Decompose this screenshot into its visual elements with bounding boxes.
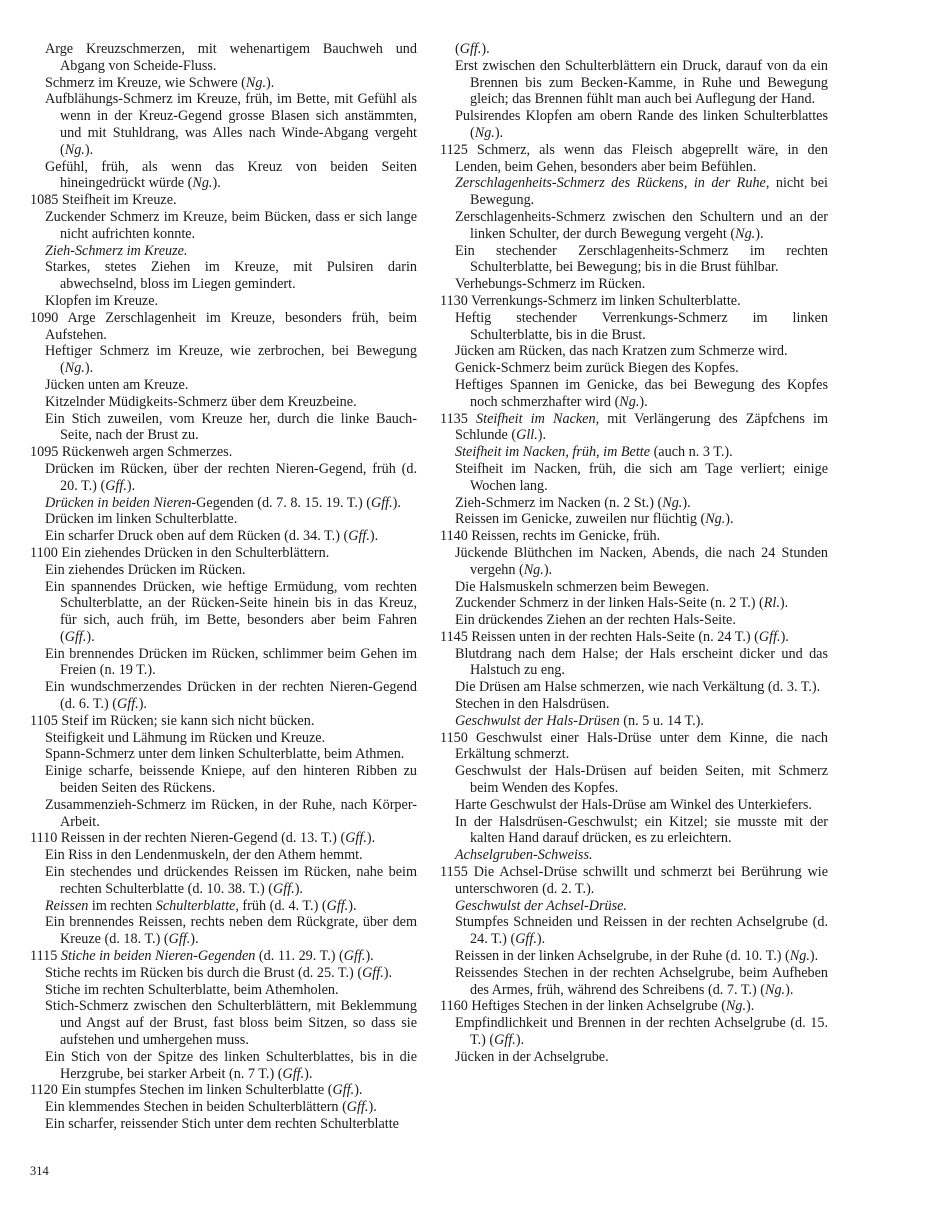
entry-text: Zuckender Schmerz in der linken Hals-Seite (n. 2 T.) ( bbox=[455, 595, 764, 612]
symptom-entry bbox=[440, 965, 828, 999]
entry-text: ). bbox=[537, 427, 547, 444]
entry-text: ). bbox=[304, 1065, 313, 1082]
entry-text: ). bbox=[392, 494, 401, 511]
symptom-entry bbox=[440, 730, 828, 764]
symptom-entry bbox=[30, 965, 417, 982]
entry-text: Zusammenzieh-Schmerz im Rücken, in der Ruhe, nach Körper-Arbeit. bbox=[45, 796, 417, 830]
symptom-entry bbox=[440, 545, 828, 579]
italic-text: Ng. bbox=[705, 511, 726, 528]
left-column bbox=[30, 41, 417, 1133]
symptom-entry bbox=[30, 528, 417, 545]
symptom-entry bbox=[30, 914, 417, 948]
entry-text: Reissen im Genicke, zuweilen nur flüchtig ( bbox=[455, 511, 706, 528]
entry-number: 1100 bbox=[30, 544, 58, 561]
entry-text: Pulsirendes Klopfen am obern Rande des linken Schulterblattes ( bbox=[455, 108, 828, 141]
entry-text: ). bbox=[481, 41, 490, 57]
entry-text: Die Drüsen am Halse schmerzen, wie nach Verkältung (d. 3. T.). bbox=[455, 679, 821, 696]
entry-text: ). bbox=[536, 931, 546, 948]
italic-text: Gff. bbox=[332, 1082, 355, 1099]
entry-text: ). bbox=[779, 595, 789, 612]
italic-text: Drücken in beiden Nieren- bbox=[45, 494, 197, 511]
entry-text: Schmerz im Kreuze, wie Schwere ( bbox=[45, 74, 246, 91]
symptom-entry bbox=[440, 293, 828, 310]
italic-text: Ng. bbox=[474, 124, 495, 141]
symptom-entry bbox=[30, 75, 417, 92]
symptom-entry bbox=[440, 461, 828, 495]
entry-text: In der Halsdrüsen-Geschwulst; ein Kitzel; sie musste mit der kalten Hand darauf drücken, es zu erleichtern. bbox=[455, 813, 828, 847]
entry-text: Ein scharfer, reissender Stich unter dem rechten Schulterblatte bbox=[45, 1116, 399, 1132]
symptom-entry bbox=[440, 948, 828, 965]
italic-text: Reissen bbox=[45, 897, 89, 914]
symptom-entry bbox=[30, 797, 417, 831]
symptom-entry bbox=[440, 343, 828, 360]
entry-text: Heftiges Stechen in der linken Achselgrube ( bbox=[471, 998, 726, 1015]
italic-text: Gff. bbox=[168, 931, 191, 948]
entry-text: ). bbox=[86, 628, 95, 645]
symptom-entry bbox=[440, 612, 828, 629]
symptom-entry bbox=[30, 377, 417, 394]
symptom-entry bbox=[440, 377, 828, 411]
italic-text: Gff. bbox=[758, 628, 781, 645]
italic-text: Ng. bbox=[725, 998, 747, 1015]
entry-text: ). bbox=[725, 511, 734, 528]
entry-text: ). bbox=[212, 175, 221, 192]
italic-text: Ng. bbox=[662, 494, 683, 511]
entry-number: 1095 bbox=[30, 444, 59, 461]
symptom-entry bbox=[30, 545, 417, 562]
symptom-entry bbox=[30, 511, 417, 528]
italic-text: Gff. bbox=[343, 948, 366, 965]
symptom-entry bbox=[440, 276, 828, 293]
entry-text: Drücken im linken Schulterblatte. bbox=[45, 511, 238, 528]
entry-number: 1150 bbox=[440, 729, 468, 746]
symptom-entry bbox=[440, 528, 828, 545]
symptom-entry bbox=[440, 696, 828, 713]
italic-text: Gff. bbox=[326, 897, 349, 914]
entry-text: Ein stechendes und drückendes Reissen im Rücken, nahe beim rechten Schulterblatte (d. 10. 38. T.) ( bbox=[45, 864, 417, 897]
italic-text: Steifheit im Nacken bbox=[476, 410, 596, 427]
entry-number: 1135 bbox=[440, 410, 468, 427]
entry-text: Die Achsel-Drüse schwillt und schmerzt bei Berührung wie unterschworen (d. 2. T.). bbox=[455, 864, 829, 897]
entry-number: 1155 bbox=[440, 864, 468, 881]
entry-number: 1140 bbox=[440, 528, 468, 545]
entry-text: Zerschlagenheits-Schmerz zwischen den Schultern und an der linken Schulter, der durch Bewegung vergeht ( bbox=[455, 208, 828, 242]
italic-text: Gff. bbox=[494, 1032, 516, 1049]
symptom-entry bbox=[30, 411, 417, 445]
entry-text: Ein wundschmerzendes Drücken in der rechten Nieren-Gegend (d. 6. T.) ( bbox=[45, 679, 417, 713]
entry-text: Geschwulst einer Hals-Drüse unter dem Kinne, die nach Erkältung schmerzt. bbox=[455, 729, 829, 763]
italic-text: Ng. bbox=[64, 141, 85, 158]
entry-text: Harte Geschwulst der Hals-Drüse am Winkel des Unterkiefers. bbox=[455, 796, 812, 813]
italic-text: Gff. bbox=[459, 41, 482, 57]
italic-text: Zieh-Schmerz im Kreuze. bbox=[45, 242, 188, 259]
italic-text: Ng. bbox=[789, 948, 810, 965]
symptom-entry bbox=[440, 411, 828, 445]
symptom-entry bbox=[440, 713, 828, 730]
entry-text: Stiche rechts im Rücken bis durch die Brust (d. 25. T.) ( bbox=[45, 964, 363, 981]
entry-text: ). bbox=[515, 1032, 525, 1049]
symptom-entry bbox=[440, 175, 828, 209]
entry-text: Blutdrang nach dem Halse; der Hals erscheint dicker und das Halstuch zu eng. bbox=[455, 645, 828, 679]
italic-text: Gff. bbox=[370, 494, 393, 511]
symptom-entry bbox=[440, 142, 828, 176]
entry-text: Heftiger Schmerz im Kreuze, wie zerbrochen, bei Bewegung ( bbox=[45, 343, 417, 377]
entry-text: Drücken im Rücken, über der rechten Nieren-Gegend, früh (d. 20. T.) ( bbox=[45, 460, 417, 494]
entry-text: Heftig stechender Verrenkungs-Schmerz im linken Schulterblatte, bis in die Brust. bbox=[455, 309, 828, 343]
entry-text: Aufblähungs-Schmerz im Kreuze, früh, im Bette, mit Gefühl als wenn in der Kreuz-Gegend grosse Blasen sich anstämmten, und mit Stuhldrang, was Alles nach Winde-Abgang vergeht ( bbox=[45, 91, 417, 158]
symptom-entry bbox=[440, 864, 828, 898]
entry-text: Steifheit im Nacken, früh, die sich am Tage verliert; einige Wochen lang. bbox=[455, 460, 828, 494]
entry-text: ). bbox=[365, 948, 374, 965]
entry-text: Genick-Schmerz beim zurück Biegen des Kopfes. bbox=[455, 360, 739, 377]
entry-text: ). bbox=[682, 494, 691, 511]
entry-text: ). bbox=[366, 830, 376, 847]
entry-text: Reissen in der linken Achselgrube, in der Ruhe (d. 10. T.) ( bbox=[455, 948, 790, 965]
symptom-entry bbox=[30, 209, 417, 243]
entry-number: 1085 bbox=[30, 192, 59, 209]
entry-text: Ein stumpfes Stechen im linken Schulterblatte ( bbox=[61, 1082, 333, 1099]
symptom-entry bbox=[440, 595, 828, 612]
entry-text: ). bbox=[639, 393, 648, 410]
entry-text: Stumpfes Schneiden und Reissen in der rechten Achselgrube (d. 24. T.) ( bbox=[455, 914, 828, 948]
entry-text: Schmerz, als wenn das Fleisch abgeprellt wäre, in den Lenden, beim Gehen, besonders aber beim Befühlen. bbox=[455, 141, 829, 175]
entry-text: ). bbox=[266, 74, 275, 91]
symptom-entry bbox=[30, 847, 417, 864]
symptom-entry bbox=[30, 579, 417, 646]
symptom-entry bbox=[440, 58, 828, 108]
symptom-entry bbox=[30, 646, 417, 680]
entry-text: Die Halsmuskeln schmerzen beim Bewegen. bbox=[455, 578, 710, 595]
entry-text: Verrenkungs-Schmerz im linken Schulterblatte. bbox=[471, 292, 741, 309]
entry-text: Ein Riss in den Lendenmuskeln, der den Athem hemmt. bbox=[45, 847, 363, 864]
entry-text: ). bbox=[383, 964, 393, 981]
italic-text: Schulterblatte bbox=[155, 897, 236, 914]
entry-text: Jückende Blüthchen im Nacken, Abends, die nach 24 Stunden vergehn ( bbox=[455, 544, 828, 578]
entry-text: ). bbox=[785, 981, 794, 998]
entry-text: Ein scharfer Druck oben auf dem Rücken (d. 34. T.) ( bbox=[45, 528, 349, 545]
entry-number: 1090 bbox=[30, 309, 59, 326]
symptom-entry bbox=[30, 192, 417, 209]
italic-text: Rl. bbox=[763, 595, 780, 612]
entry-text: im rechten bbox=[88, 897, 156, 914]
entry-text: Ein drückendes Ziehen an der rechten Hals-Seite. bbox=[455, 612, 736, 629]
symptom-entry bbox=[440, 41, 828, 58]
entry-text: Gefühl, früh, als wenn das Kreuz von beiden Seiten hineingedrückt würde ( bbox=[45, 158, 417, 192]
symptom-entry bbox=[440, 360, 828, 377]
symptom-entry bbox=[30, 1049, 417, 1083]
symptom-entry bbox=[30, 41, 417, 75]
entry-text: Ein ziehendes Drücken im Rücken. bbox=[45, 561, 246, 578]
entry-number: 1105 bbox=[30, 712, 58, 729]
entry-text: ). bbox=[348, 897, 357, 914]
symptom-entry bbox=[30, 461, 417, 495]
symptom-entry bbox=[440, 914, 828, 948]
entry-number: 1120 bbox=[30, 1082, 58, 1099]
italic-text: Gff. bbox=[117, 696, 139, 713]
entry-text: Stiche im rechten Schulterblatte, beim Athemholen. bbox=[45, 981, 339, 998]
italic-text: Gff. bbox=[345, 830, 367, 847]
entry-text: ). bbox=[746, 998, 755, 1015]
symptom-entry bbox=[30, 713, 417, 730]
italic-text: Ng. bbox=[523, 561, 544, 578]
entry-number: 1130 bbox=[440, 292, 468, 309]
symptom-entry bbox=[30, 293, 417, 310]
entry-text: Erst zwischen den Schulterblättern ein Druck, darauf von da ein Brennen bis zum Becken-Kamme, in Ruhe und Bewegung gleich; das Brennen fühlt man auch bei Auflegung der Hand. bbox=[455, 57, 828, 108]
symptom-entry bbox=[440, 310, 828, 344]
symptom-entry bbox=[440, 646, 828, 680]
symptom-entry bbox=[30, 444, 417, 461]
entry-text: Empfindlichkeit und Brennen in der rechten Achselgrube (d. 15. T.) ( bbox=[455, 1015, 828, 1049]
symptom-entry bbox=[440, 108, 828, 142]
symptom-entry bbox=[30, 1099, 417, 1116]
entry-text: Reissen in der rechten Nieren-Gegend (d. 13. T.) ( bbox=[60, 830, 346, 847]
entry-text: ). bbox=[543, 561, 553, 578]
italic-text: Ng. bbox=[64, 360, 85, 377]
symptom-entry bbox=[440, 998, 828, 1015]
entry-text: Ein ziehendes Drücken in den Schulterblättern. bbox=[61, 544, 330, 561]
entry-text: Ein Stich zuweilen, vom Kreuze her, durch die linke Bauch-Seite, nach der Brust zu. bbox=[45, 410, 417, 444]
symptom-entry bbox=[440, 797, 828, 814]
italic-text: Ng. bbox=[192, 175, 213, 192]
entry-text: ). bbox=[84, 360, 94, 377]
italic-text: Gff. bbox=[515, 931, 537, 948]
symptom-entry bbox=[440, 814, 828, 848]
entry-text: ( bbox=[455, 41, 460, 57]
italic-text: Steifheit im Nacken, früh, im Bette bbox=[455, 444, 651, 461]
entry-text: Jücken in der Achselgrube. bbox=[455, 1048, 609, 1065]
italic-text: Stiche in beiden Nieren-Gegenden bbox=[60, 948, 256, 965]
entry-text: ). bbox=[190, 931, 199, 948]
italic-text: Ng. bbox=[764, 981, 786, 998]
entry-text: ). bbox=[755, 225, 764, 242]
symptom-entry bbox=[440, 579, 828, 596]
entry-text: (auch n. 3 T.). bbox=[650, 444, 733, 461]
entry-text: Steifheit im Kreuze. bbox=[61, 192, 177, 209]
italic-text: Geschwulst der Achsel-Drüse. bbox=[455, 897, 627, 914]
italic-text: Zerschlagenheits-Schmerz des Rückens, in der Ruhe bbox=[455, 175, 766, 192]
entry-text: (d. 11. 29. T.) ( bbox=[255, 948, 344, 965]
symptom-entry bbox=[30, 679, 417, 713]
entry-text: Arge Kreuzschmerzen, mit wehenartigem Bauchweh und Abgang von Scheide-Fluss. bbox=[45, 41, 417, 74]
entry-text: Starkes, stetes Ziehen im Kreuze, mit Pulsiren darin abwechselnd, bloss im Liegen gemindert. bbox=[45, 259, 417, 293]
entry-text: , mit Verlängerung des Zäpfchens im Schlunde ( bbox=[455, 410, 828, 444]
entry-number: 1145 bbox=[440, 628, 468, 645]
italic-text: Achselgruben-Schweiss. bbox=[455, 847, 593, 864]
symptom-entry bbox=[30, 982, 417, 999]
italic-text: Gff. bbox=[348, 528, 370, 545]
symptom-entry bbox=[440, 847, 828, 864]
entry-text: Ein spannendes Drücken, wie heftige Ermüdung, vom rechten Schulterblatte, an der Rücken-Seite hinein bis in das Kreuz, für sich, auch früh, im Bette, besonders aber beim Fahren ( bbox=[45, 578, 417, 645]
symptom-entry bbox=[440, 763, 828, 797]
italic-text: Gll. bbox=[516, 427, 538, 444]
entry-text: Stechen in den Halsdrüsen. bbox=[455, 696, 610, 713]
symptom-entry bbox=[30, 310, 417, 344]
entry-text: Ein brennendes Drücken im Rücken, schlimmer beim Gehen im Freien (n. 19 T.). bbox=[45, 645, 417, 679]
symptom-entry bbox=[30, 830, 417, 847]
entry-text: Zuckender Schmerz im Kreuze, beim Bücken, dass er sich lange nicht aufrichten konnte. bbox=[45, 208, 417, 242]
entry-text: ). bbox=[369, 528, 379, 545]
italic-text: Ng. bbox=[619, 393, 640, 410]
symptom-entry bbox=[440, 1049, 828, 1066]
entry-number: 1115 bbox=[30, 948, 58, 965]
entry-text: Ein klemmendes Stechen in beiden Schulterblättern ( bbox=[45, 1099, 347, 1116]
entry-text: Spann-Schmerz unter dem linken Schulterblatte, beim Athmen. bbox=[45, 746, 405, 763]
entry-text: , früh (d. 4. T.) ( bbox=[235, 897, 327, 914]
symptom-entry bbox=[30, 91, 417, 158]
right-column bbox=[440, 41, 828, 1066]
italic-text: Ng. bbox=[735, 225, 756, 242]
entry-text: Verhebungs-Schmerz im Rücken. bbox=[455, 276, 646, 293]
symptom-entry bbox=[30, 243, 417, 260]
symptom-entry bbox=[30, 948, 417, 965]
symptom-entry bbox=[30, 1116, 417, 1133]
entry-text: Geschwulst der Hals-Drüsen auf beiden Seiten, mit Schmerz beim Wenden des Kopfes. bbox=[455, 763, 828, 797]
symptom-entry bbox=[30, 730, 417, 747]
entry-text: Steif im Rücken; sie kann sich nicht bücken. bbox=[61, 712, 315, 729]
symptom-entry bbox=[30, 746, 417, 763]
symptom-entry bbox=[30, 1082, 417, 1099]
entry-number: 1110 bbox=[30, 830, 58, 847]
entry-text: (n. 5 u. 14 T.). bbox=[619, 712, 704, 729]
entry-text: Zieh-Schmerz im Nacken (n. 2 St.) ( bbox=[455, 494, 663, 511]
entry-text: Heftiges Spannen im Genicke, das bei Bewegung des Kopfes noch schmerzhafter wird ( bbox=[455, 376, 828, 410]
entry-number: 1160 bbox=[440, 998, 468, 1015]
entry-text: Kitzelnder Müdigkeits-Schmerz über dem Kreuzbeine. bbox=[45, 393, 357, 410]
entry-text: Jücken unten am Kreuze. bbox=[45, 376, 189, 393]
symptom-entry bbox=[440, 495, 828, 512]
entry-text: Reissen, rechts im Genicke, früh. bbox=[471, 528, 661, 545]
symptom-entry bbox=[440, 209, 828, 243]
entry-text: ). bbox=[780, 628, 789, 645]
entry-text: Einige scharfe, beissende Kniepe, auf den hinteren Ribben zu beiden Seiten des Rückens. bbox=[45, 763, 417, 797]
entry-text: , nicht bei Bewegung. bbox=[470, 175, 829, 209]
entry-text: Steifigkeit und Lähmung im Rücken und Kreuze. bbox=[45, 729, 326, 746]
symptom-entry bbox=[440, 444, 828, 461]
symptom-entry bbox=[440, 511, 828, 528]
symptom-entry bbox=[30, 495, 417, 512]
symptom-entry bbox=[30, 763, 417, 797]
symptom-entry bbox=[30, 394, 417, 411]
symptom-entry bbox=[440, 629, 828, 646]
entry-text: ). bbox=[809, 948, 819, 965]
entry-text: Jücken am Rücken, das nach Kratzen zum Schmerze wird. bbox=[455, 343, 788, 360]
symptom-entry bbox=[440, 1015, 828, 1049]
entry-text: ). bbox=[84, 141, 94, 158]
entry-text: Ein Stich von der Spitze des linken Schulterblattes, bis in die Herzgrube, bei starker Arbeit (n. 7 T.) ( bbox=[45, 1048, 417, 1082]
symptom-entry bbox=[30, 864, 417, 898]
entry-text: Arge Zerschlagenheit im Kreuze, besonders früh, beim Aufstehen. bbox=[45, 309, 417, 343]
symptom-entry bbox=[440, 898, 828, 915]
entry-text: ). bbox=[494, 124, 504, 141]
italic-text: Gff. bbox=[64, 628, 87, 645]
entry-text: Ein stechender Zerschlagenheits-Schmerz im rechten Schulterblatte, bei Bewegung; bis in die Brust fühlbar. bbox=[455, 242, 828, 276]
italic-text: Gff. bbox=[346, 1099, 369, 1116]
symptom-entry bbox=[30, 562, 417, 579]
entry-text: ). bbox=[368, 1099, 377, 1116]
symptom-entry bbox=[30, 259, 417, 293]
symptom-entry bbox=[440, 679, 828, 696]
entry-text: Klopfen im Kreuze. bbox=[45, 292, 159, 309]
entry-text: Rückenweh argen Schmerzes. bbox=[61, 444, 233, 461]
italic-text: Gff. bbox=[105, 477, 127, 494]
symptom-entry bbox=[30, 159, 417, 193]
entry-text: Stich-Schmerz zwischen den Schulterblättern, mit Beklemmung und Angst auf der Brust, fast bloss beim Sitzen, so dass sie aufstehen und umhergehen muss. bbox=[45, 998, 417, 1049]
entry-text: Gegenden (d. 7. 8. 15. 19. T.) ( bbox=[196, 494, 371, 511]
entry-number: 1125 bbox=[440, 141, 468, 158]
entry-text: Reissen unten in der rechten Hals-Seite (n. 24 T.) ( bbox=[471, 628, 759, 645]
entry-text: ). bbox=[126, 477, 136, 494]
italic-text: Gff. bbox=[282, 1065, 305, 1082]
entry-text: ). bbox=[354, 1082, 363, 1099]
italic-text: Geschwulst der Hals-Drüsen bbox=[455, 712, 620, 729]
symptom-entry bbox=[30, 898, 417, 915]
symptom-entry bbox=[30, 998, 417, 1048]
entry-text: Reissendes Stechen in der rechten Achselgrube, beim Aufheben des Armes, früh, während des Schreibens (d. 7. T.) ( bbox=[455, 964, 828, 998]
italic-text: Gff. bbox=[362, 964, 384, 981]
entry-text: ). bbox=[294, 880, 303, 897]
symptom-entry bbox=[440, 243, 828, 277]
page-number: 314 bbox=[30, 1164, 49, 1178]
entry-text: ). bbox=[138, 696, 147, 713]
symptom-entry bbox=[30, 343, 417, 377]
italic-text: Ng. bbox=[245, 74, 267, 91]
italic-text: Gff. bbox=[273, 880, 295, 897]
entry-text: Ein brennendes Reissen, rechts neben dem Rückgrate, über dem Kreuze (d. 18. T.) ( bbox=[45, 914, 417, 948]
